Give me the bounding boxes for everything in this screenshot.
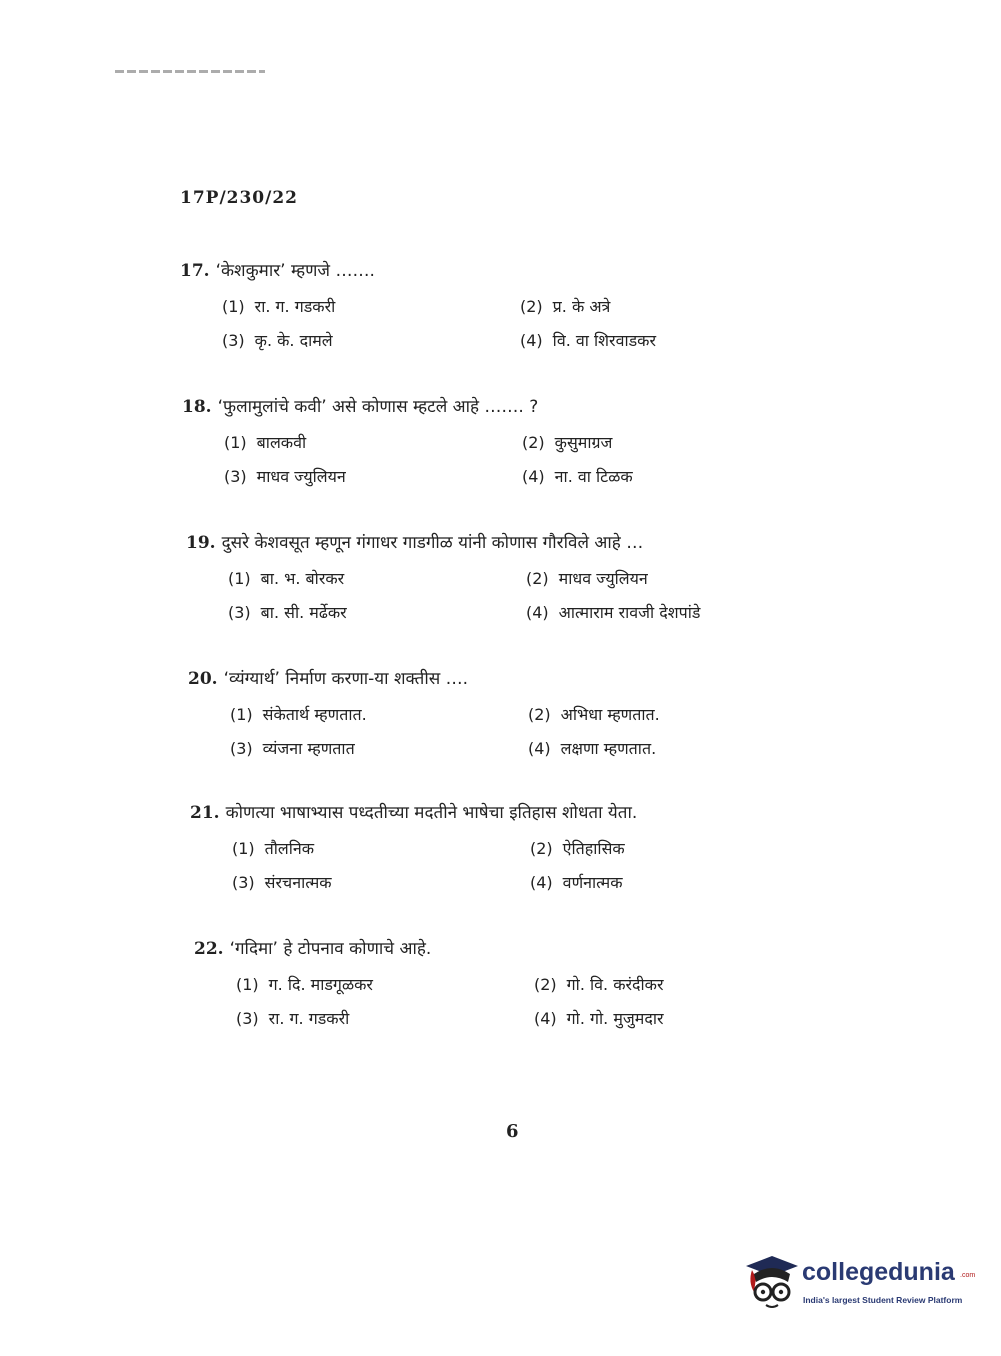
option-key: (4) [534,1009,557,1028]
option-text: आत्माराम रावजी देशपांडे [558,603,701,622]
option-text: व्यंजना म्हणतात [262,739,355,758]
option-4 [528,737,828,759]
question-number: 21. [190,803,220,823]
question-19 [186,530,806,623]
option-key: (2) [530,839,553,858]
option-text: ऐतिहासिक [562,839,625,858]
question-20 [188,666,808,759]
question-head [188,666,808,689]
option-1 [230,703,528,725]
options-grid [236,973,814,1029]
question-number: 19. [186,533,216,553]
option-3 [232,871,530,893]
option-key: (3) [224,467,247,486]
question-text: ‘गदिमा’ हे टोपनाव कोणाचे आहे. [229,939,432,959]
question-number: 20. [188,669,218,689]
option-2 [526,567,826,589]
option-key: (3) [236,1009,259,1028]
option-4 [522,465,822,487]
option-text: संकेतार्थ म्हणतात. [262,705,367,724]
option-3 [222,329,520,351]
option-1 [224,431,522,453]
option-text: ना. वा टिळक [554,467,633,486]
option-key: (3) [228,603,251,622]
option-text: प्र. के अत्रे [552,297,611,316]
option-3 [236,1007,534,1029]
option-2 [520,295,820,317]
options-grid [222,295,800,351]
question-text: दुसरे केशवसूत म्हणून गंगाधर गाडगीळ यांनी कोणास गौरविले आहे … [221,533,644,553]
option-key: (1) [224,433,247,452]
question-head [194,936,814,959]
options-grid [232,837,810,893]
option-key: (4) [520,331,543,350]
question-number: 22. [194,939,224,959]
option-text: ग. दि. माडगूळकर [268,975,373,994]
option-4 [520,329,820,351]
option-2 [528,703,828,725]
option-text: माधव ज्युलियन [558,569,648,588]
question-text: ‘फुलामुलांचे कवी’ असे कोणास म्हटले आहे ……. ? [217,397,539,417]
option-text: बा. भ. बोरकर [260,569,345,588]
option-key: (4) [522,467,545,486]
page-number: 6 [506,1121,519,1142]
question-text: ‘केशकुमार’ म्हणजे ……. [215,261,375,281]
question-text: ‘व्यंग्यार्थ’ निर्माण करणा-या शक्तीस …. [223,669,469,689]
option-key: (4) [530,873,553,892]
option-text: तौलनिक [264,839,315,858]
option-key: (3) [222,331,245,350]
option-text: गो. गो. मुजुमदार [566,1009,664,1028]
option-text: गो. वि. करंदीकर [566,975,664,994]
option-text: अभिधा म्हणतात. [560,705,660,724]
option-4 [526,601,826,623]
brand-tagline: India's largest Student Review Platform [803,1295,963,1305]
option-2 [522,431,822,453]
question-head [186,530,806,553]
option-1 [236,973,534,995]
option-1 [232,837,530,859]
option-key: (2) [522,433,545,452]
question-number: 18. [182,397,212,417]
question-number: 17. [180,261,210,281]
option-key: (2) [534,975,557,994]
option-key: (3) [232,873,255,892]
option-key: (4) [528,739,551,758]
option-4 [534,1007,834,1029]
option-text: कृ. के. दामले [254,331,333,350]
option-key: (2) [520,297,543,316]
option-text: रा. ग. गडकरी [268,1009,350,1028]
paper-code: 17P/230/22 [180,188,299,208]
options-grid [228,567,806,623]
options-grid [224,431,802,487]
question-head [190,800,810,823]
option-key: (1) [230,705,253,724]
collegedunia-watermark [742,1252,976,1312]
option-1 [228,567,526,589]
options-grid [230,703,808,759]
question-head [180,258,800,281]
scan-artifact [115,70,265,73]
question-18 [182,394,802,487]
question-head [182,394,802,417]
question-text: कोणत्या भाषाभ्यास पध्दतीच्या मदतीने भाषेचा इतिहास शोधता येता. [225,803,638,823]
option-key: (3) [230,739,253,758]
question-22 [194,936,814,1029]
option-key: (4) [526,603,549,622]
option-key: (1) [228,569,251,588]
brand-domain: .com [960,1272,976,1279]
option-text: बा. सी. मर्ढेकर [260,603,347,622]
option-text: कुसुमाग्रज [554,433,613,452]
option-text: संरचनात्मक [264,873,332,892]
option-2 [530,837,830,859]
option-text: माधव ज्युलियन [256,467,346,486]
option-key: (1) [222,297,245,316]
option-3 [224,465,522,487]
option-text: रा. ग. गडकरी [254,297,336,316]
brand-name: collegedunia [802,1258,955,1286]
option-key: (2) [528,705,551,724]
option-key: (1) [236,975,259,994]
option-text: लक्षणा म्हणतात. [560,739,657,758]
option-key: (1) [232,839,255,858]
question-17 [180,258,800,351]
option-text: वि. वा शिरवाडकर [552,331,657,350]
option-key: (2) [526,569,549,588]
option-3 [228,601,526,623]
option-2 [534,973,834,995]
option-3 [230,737,528,759]
option-text: बालकवी [256,433,307,452]
option-1 [222,295,520,317]
mascot-icon [742,1252,802,1312]
option-4 [530,871,830,893]
question-21 [190,800,810,893]
option-text: वर्णनात्मक [562,873,623,892]
